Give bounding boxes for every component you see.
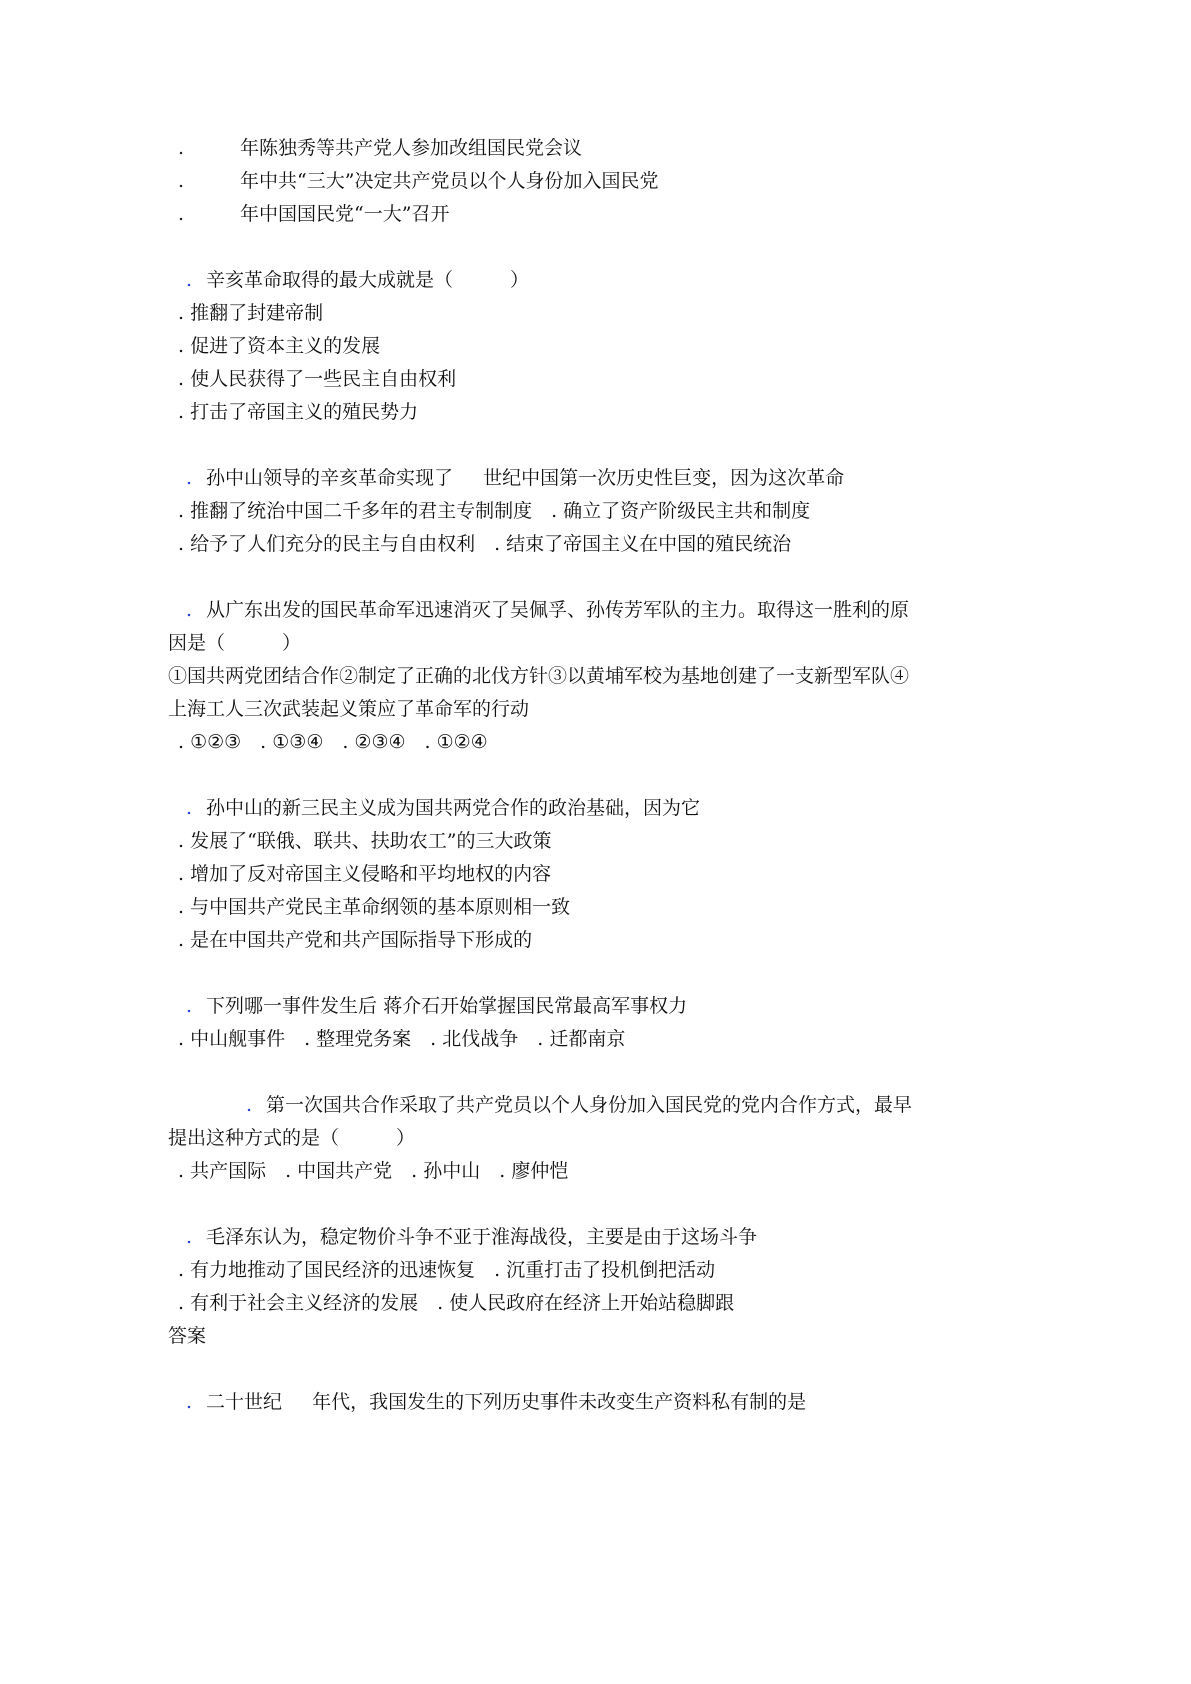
question-number-marker: . bbox=[186, 269, 193, 291]
question-number-marker: . bbox=[186, 797, 193, 819]
question-text-line: 上海工人三次武装起义策应了革命军的行动 bbox=[168, 698, 530, 720]
option-line: . 发展了“联俄、联共、扶助农工”的三大政策 bbox=[178, 830, 552, 852]
question-text: 辛亥革命取得的最大成就是（ ） bbox=[206, 269, 530, 291]
question-text: 毛泽东认为，稳定物价斗争不亚于淮海战役，主要是由于这场斗争 bbox=[206, 1226, 758, 1248]
option-line: . ①②③ . ①③④ . ②③④ . ①②④ bbox=[178, 731, 488, 753]
option-line: . 打击了帝国主义的殖民势力 bbox=[178, 401, 419, 423]
option-line: . 给予了人们充分的民主与自由权利 . 结束了帝国主义在中国的殖民统治 bbox=[178, 533, 792, 555]
question-stem bbox=[186, 263, 529, 297]
option-marker: . bbox=[178, 137, 185, 159]
question-stem bbox=[186, 791, 700, 825]
answer-label: 答案 bbox=[168, 1325, 207, 1347]
option-line: . 使人民获得了一些民主自由权利 bbox=[178, 368, 457, 390]
option-line: . 促进了资本主义的发展 bbox=[178, 335, 381, 357]
question-text: 年代，我国发生的下列历史事件未改变生产资料私有制的是 bbox=[312, 1391, 807, 1413]
question-stem bbox=[246, 1088, 912, 1122]
question-number-marker: . bbox=[186, 1391, 193, 1413]
question-stem bbox=[186, 593, 909, 627]
question-text: 二十世纪 bbox=[206, 1391, 283, 1413]
question-text: 下列哪一事件发生后 蒋介石开始掌握国民常最高军事权力 bbox=[206, 995, 688, 1017]
question-text: 从广东出发的国民革命军迅速消灭了吴佩孚、孙传芳军队的主力。取得这一胜利的原 bbox=[206, 599, 910, 621]
option-marker: . bbox=[178, 203, 185, 225]
option-line: . 推翻了统治中国二千多年的君主专制制度 . 确立了资产阶级民主共和制度 bbox=[178, 500, 811, 522]
option-text: 年中共“三大”决定共产党员以个人身份加入国民党 bbox=[240, 170, 659, 192]
question-number-marker: . bbox=[186, 995, 193, 1017]
question-number-marker: . bbox=[186, 599, 193, 621]
question-number-marker: . bbox=[186, 1226, 193, 1248]
question-text: 世纪中国第一次历史性巨变，因为这次革命 bbox=[483, 467, 845, 489]
option-line: . 有利于社会主义经济的发展 . 使人民政府在经济上开始站稳脚跟 bbox=[178, 1292, 735, 1314]
question-stem bbox=[186, 989, 687, 1023]
question-text-line: 因是（ ） bbox=[168, 632, 302, 654]
option-line bbox=[178, 131, 582, 165]
option-line: . 增加了反对帝国主义侵略和平均地权的内容 bbox=[178, 863, 552, 885]
option-line: . 有力地推动了国民经济的迅速恢复 . 沉重打击了投机倒把活动 bbox=[178, 1259, 716, 1281]
question-stem bbox=[186, 1385, 806, 1419]
option-text: 年中国国民党“一大”召开 bbox=[240, 203, 450, 225]
question-number-marker: . bbox=[246, 1094, 253, 1116]
option-line: . 推翻了封建帝制 bbox=[178, 302, 324, 324]
option-line: . 共产国际 . 中国共产党 . 孙中山 . 廖仲恺 bbox=[178, 1160, 569, 1182]
option-line bbox=[178, 164, 658, 198]
question-text-line: ①国共两党团结合作②制定了正确的北伐方针③以黄埔军校为基地创建了一支新型军队④ bbox=[168, 665, 910, 687]
option-marker: . bbox=[178, 170, 185, 192]
option-line: . 是在中国共产党和共产国际指导下形成的 bbox=[178, 929, 533, 951]
question-stem bbox=[186, 461, 844, 495]
question-number-marker: . bbox=[186, 467, 193, 489]
question-stem bbox=[186, 1220, 757, 1254]
option-line: . 与中国共产党民主革命纲领的基本原则相一致 bbox=[178, 896, 571, 918]
option-line bbox=[178, 197, 449, 231]
question-text: 孙中山领导的辛亥革命实现了 bbox=[206, 467, 454, 489]
question-text: 第一次国共合作采取了共产党员以个人身份加入国民党的党内合作方式，最早 bbox=[266, 1094, 913, 1116]
question-text-line: 提出这种方式的是（ ） bbox=[168, 1127, 416, 1149]
option-text: 年陈独秀等共产党人参加改组国民党会议 bbox=[240, 137, 583, 159]
question-text: 孙中山的新三民主义成为国共两党合作的政治基础，因为它 bbox=[206, 797, 701, 819]
option-line: . 中山舰事件 . 整理党务案 . 北伐战争 . 迁都南京 bbox=[178, 1028, 626, 1050]
